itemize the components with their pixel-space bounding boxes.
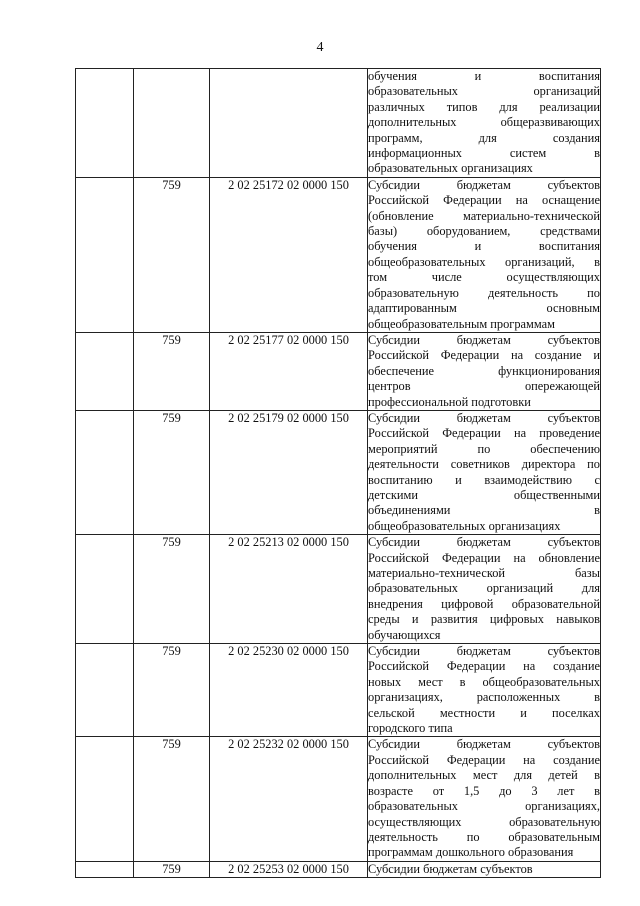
description-line: обучения и воспитания [368, 239, 600, 254]
table-row [76, 69, 601, 178]
admin-code-cell: 759 [134, 177, 210, 332]
description-line: сельской местности и поселках [368, 705, 600, 720]
description-line: организациях, расположенных в [368, 690, 600, 705]
admin-code-cell: 759 [134, 535, 210, 644]
admin-code-cell [134, 69, 210, 178]
budget-code-cell: 2 02 25232 02 0000 150 [210, 737, 368, 861]
budget-codes-table [75, 68, 601, 878]
description-line: материально-технической базы [368, 566, 600, 580]
description-line: Субсидии бюджетам субъектов [368, 861, 533, 876]
description-line: образовательных организаций для [368, 581, 600, 596]
description-cell [368, 861, 601, 877]
description-line: обеспечение функционирования [368, 363, 600, 378]
description-cell [368, 410, 601, 534]
table-row [76, 410, 601, 534]
description-line: том числе осуществляющих [368, 270, 600, 285]
description-line: общеобразовательным программам [368, 316, 555, 331]
description-line: мероприятий по обеспечению [368, 441, 600, 456]
admin-code-cell: 759 [134, 644, 210, 737]
description-line: городского типа [368, 721, 453, 736]
description-line: Субсидии бюджетам субъектов [368, 737, 600, 752]
description-cell [368, 737, 601, 861]
table-row [76, 535, 601, 644]
description-cell [368, 177, 601, 332]
budget-code-cell: 2 02 25253 02 0000 150 [210, 861, 368, 877]
description-line: Российской Федерации на создание [368, 659, 600, 674]
empty-cell [76, 177, 134, 332]
empty-cell [76, 535, 134, 644]
description-line: Российской Федерации на проведение [368, 426, 600, 441]
description-line: центров опережающей [368, 379, 600, 394]
table-row [76, 332, 601, 410]
admin-code-cell: 759 [134, 332, 210, 410]
empty-cell [76, 410, 134, 534]
empty-cell [76, 332, 134, 410]
description-line: различных типов для реализации [368, 99, 600, 114]
admin-code-cell: 759 [134, 737, 210, 861]
table-row [76, 644, 601, 737]
budget-code-cell [210, 69, 368, 178]
description-line: программ, для создания [368, 130, 600, 145]
description-line: (обновление материально-технической [368, 208, 600, 223]
table-row [76, 861, 601, 877]
description-line: общеобразовательных организаций, в [368, 254, 600, 269]
description-cell [368, 644, 601, 737]
description-line: Субсидии бюджетам субъектов [368, 535, 600, 550]
admin-code-cell: 759 [134, 861, 210, 877]
table-row [76, 177, 601, 332]
description-line: Субсидии бюджетам субъектов [368, 177, 600, 192]
description-line: Российской Федерации на создание [368, 752, 600, 767]
description-line: осуществляющих образовательную [368, 814, 600, 829]
description-line: дополнительных мест для детей в [368, 768, 600, 783]
description-cell [368, 69, 601, 178]
page-number: 4 [316, 40, 324, 55]
description-line: общеобразовательных организациях [368, 518, 561, 533]
description-line: деятельности советников директора по [368, 457, 600, 472]
description-line: образовательных организаций [368, 84, 600, 99]
empty-cell [76, 861, 134, 877]
description-line: воспитанию и взаимодействию с [368, 472, 600, 487]
description-line: профессиональной подготовки [368, 394, 531, 409]
description-cell [368, 332, 601, 410]
empty-cell [76, 737, 134, 861]
description-line: информационных систем в [368, 146, 600, 161]
description-line: программам дошкольного образования [368, 845, 574, 860]
description-line: среды и развития цифровых навыков [368, 612, 600, 627]
description-line: Субсидии бюджетам субъектов [368, 644, 600, 659]
empty-cell [76, 69, 134, 178]
description-line: адаптированным основным [368, 301, 600, 316]
description-line: объединениями в [368, 503, 600, 518]
description-line: образовательных организациях [368, 161, 533, 176]
empty-cell [76, 644, 134, 737]
admin-code-cell: 759 [134, 410, 210, 534]
description-line: деятельность по образовательным [368, 829, 600, 844]
description-line: Субсидии бюджетам субъектов [368, 332, 600, 347]
description-line: обучения и воспитания [368, 69, 600, 83]
description-line: образовательную деятельность по [368, 285, 600, 300]
description-cell [368, 535, 601, 644]
description-line: возрасте от 1,5 до 3 лет в [368, 783, 600, 798]
description-line: базы) оборудованием, средствами [368, 224, 600, 239]
description-line: новых мест в общеобразовательных [368, 674, 600, 689]
description-line: обучающихся [368, 627, 441, 642]
description-line: образовательных организациях, [368, 799, 600, 814]
budget-code-cell: 2 02 25230 02 0000 150 [210, 644, 368, 737]
table-row [76, 737, 601, 861]
budget-code-cell: 2 02 25177 02 0000 150 [210, 332, 368, 410]
description-line: Российской Федерации на обновление [368, 550, 600, 565]
budget-code-cell: 2 02 25172 02 0000 150 [210, 177, 368, 332]
description-line: Российской Федерации на создание и [368, 348, 600, 363]
description-line: внедрения цифровой образовательной [368, 596, 600, 611]
budget-code-cell: 2 02 25179 02 0000 150 [210, 410, 368, 534]
description-line: детскими общественными [368, 487, 600, 502]
description-line: дополнительных общеразвивающих [368, 115, 600, 130]
description-line: Российской Федерации на оснащение [368, 193, 600, 208]
budget-code-cell: 2 02 25213 02 0000 150 [210, 535, 368, 644]
description-line: Субсидии бюджетам субъектов [368, 410, 600, 425]
